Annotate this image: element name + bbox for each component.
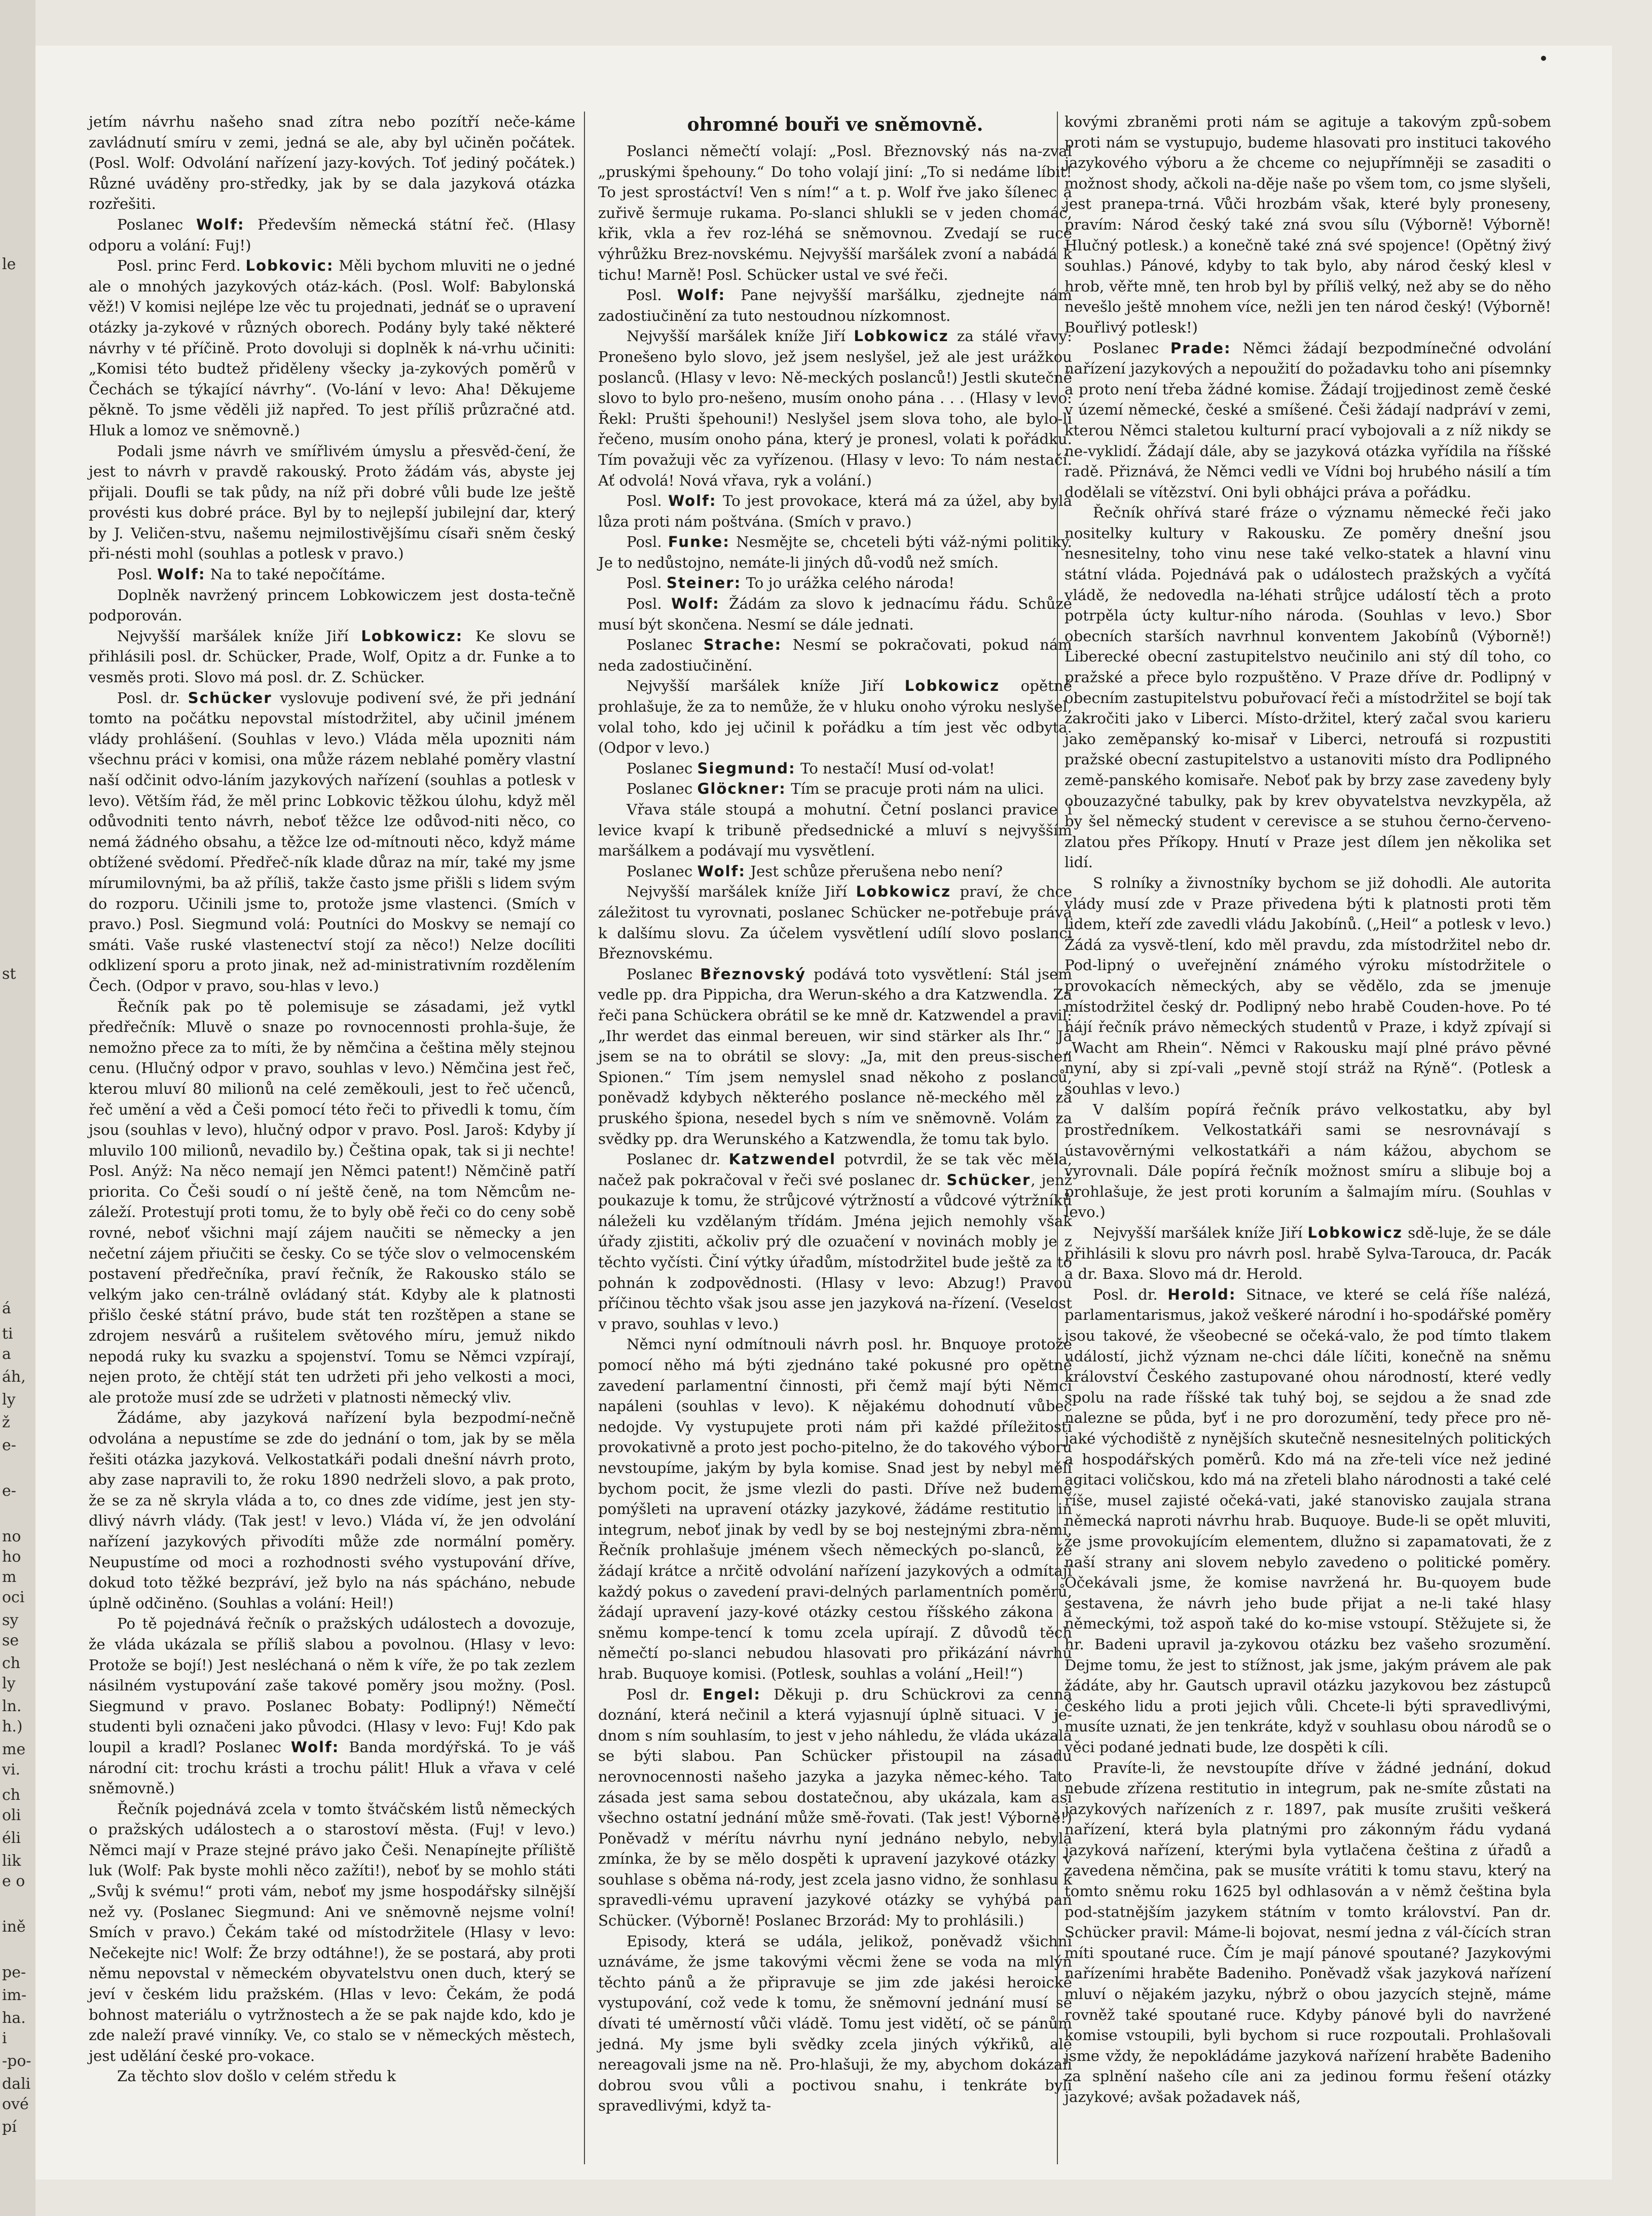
text-run: Posl.	[627, 533, 668, 551]
paragraph	[598, 758, 1072, 779]
paragraph	[1064, 1223, 1551, 1284]
text-run: Banda mordýřská. To je váš národní cit: trochu krásti a trochu pálit! Hluk a vřava v celé sněmovně.)	[89, 1738, 575, 1797]
column-middle	[598, 112, 1072, 2116]
paragraph	[89, 255, 575, 440]
speaker-name: Wolf:	[697, 862, 746, 880]
paragraph	[598, 635, 1072, 676]
speaker-name: Lobkowicz	[904, 677, 1000, 695]
speaker-name: Lobkowicz	[854, 327, 949, 345]
paragraph	[1064, 338, 1551, 503]
paragraph	[598, 676, 1072, 758]
speaker-name: Wolf:	[671, 595, 720, 613]
paragraph	[89, 688, 575, 996]
text-run: Posl.	[627, 595, 672, 613]
adjacent-page-strip	[0, 0, 35, 2216]
speaker-name: Lobkowicz	[856, 883, 951, 901]
margin-fragment: ly	[2, 1391, 16, 1409]
text-run: Nesmí se pokračovati, pokud nám neda zadostiučinění.	[598, 636, 1072, 674]
paragraph: Episody, která se udála, jelikož, poněvadž všichni uznáváme, že jsme takovými věcmi žene se voda na mlýn těchto pánů a že připravuje se jim zde jakési heroické vystupování, což vede k tomu, že sněmovní jednání musí se dívati té uměrností vůči vládě. Tomu jest vidětí, oč se pánům jedná. My jsme byli svědky zcela jiných výkřiků, ale nereagovali jsme na ně. Pro-hlašuji, že my, abychom dokázali dobrou svou vůli a poctivou snahu, i tenkráte byli spravedlivými, když ta-	[598, 1932, 1072, 2115]
speaker-name: Prade:	[1170, 339, 1231, 357]
margin-fragment: le	[2, 255, 16, 273]
paragraph: Řečník pak po tě polemisuje se zásadami, jež vytkl předřečník: Mluvě o snaze po rovnocennosti prohla-šuje, že nemožno přece za to míti, že by němčina a čeština měly stejnou cenu. (Hlučný odpor v pravo, souhlas v levo.) Němčina jest řeč, kterou mluví 80 milionů na celé zeměkouli, jest to řeč učenců, řeč umění a věd a Češi pomocí této řeči to přivedli k tomu, čím jsou (souhlas v levo), hlučný odpor v pravo. Posl. Jaroš: Kdyby jí mluvilo 100 milionů, nevadilo by.) Čeština opak, tak si ji nechte! Posl. Anýž: Na něco nemají jen Němci patent!) Němčině patří priorita. Co Češi soudí o ní ještě čeně, na tom Němcům ne-záleží. Protestují proti tomu, že to byly obě řeči co do ceny sobě rovné, neboť všichni mají zájem naučiti se německy a jen nečetní zájem přiučiti se česky. Co se týče slov o velmocenském postavení předřečníka, praví řečník, že Rakousko stálo se velkým jako cen-trálně ovládaný stát. Kdyby ale k platnosti přišlo české státní právo, bude stát ten rozštěpen a stane se zdrojem nesvárů a rušitelem světového míru, jemuž nikdo nepodá ruky ku svazku a spojenství. Tomu se Němci vzpírají, nejen proto, že chtějí stát ten udržeti při jeho velkosti a moci, ale protože musí zde se udržeti v platnosti německý vliv.	[89, 998, 575, 1406]
text-run: Posl.	[627, 574, 667, 592]
margin-fragment: oli	[2, 1806, 21, 1824]
column-rule	[584, 112, 585, 2164]
paragraph	[89, 1613, 575, 1798]
margin-fragment: im-	[2, 1986, 27, 2004]
speaker-name: Steiner:	[666, 574, 742, 592]
paragraph	[598, 881, 1072, 964]
margin-fragment: e-	[2, 1482, 16, 1500]
speaker-name: Schücker	[188, 689, 272, 707]
text-run: za stálé vřavy: Pronešeno bylo slovo, jež jsem neslyšel, jež ale jest urážkou poslanců. (Hlasy v levo: Ně-meckých poslanců!) Jestli skutečně slovo to bylo pro-nešeno, musím onoho pána . . . (Hlasy v levo: Řekl: Prušti špehouni!) Neslyšel jsem slova toho, ale bylo-li řečeno, musím onoho pána, který je pronesl, volati k pořádku. Tím považuji věc za vyřízenou. (Hlasy v levo: To nám nestačí. Ať odvolá! Nová vřava, ryk a volání.)	[598, 327, 1072, 489]
margin-fragment: ch	[2, 1786, 21, 1804]
margin-fragment: ly	[2, 1675, 16, 1692]
paragraph: Řečník pojednává zcela v tomto štváčském listů německých o pražských událostech a o starostoví města. (Fuj! v levo.) Němci mají v Praze stejné právo jako Češi. Nenapínejte příliště luk (Wolf: Pak byste mohli něco zažíti!), neboť by se mohlo státi „Svůj k svému!“ proti vám, neboť my jsme hospodářsky silnější než vy. (Poslanec Siegmund: Ani ve sněmovně nejsme volní! Smích v pravo.) Čekám také od místodržitele (Hlasy v levo: Nečekejte nic! Wolf: Že brzy odtáhne!), že se postará, aby proti němu nepovstal v německém obyvatelstvu onen duch, který se jeví v českém lidu pražském. (Hlas v levo: Čekám, že podá bohnost materiálu o vytržnostech a že se pak najde kdo, kdo je zde naleží pravé vinníky. Ve, co stalo se v německých městech, jest udělání české pro-vokace.	[89, 1800, 575, 2064]
text-run: Poslanec	[627, 636, 704, 654]
speaker-name: Schücker	[946, 1171, 1031, 1189]
text-run: opětně prohlašuje, že za to nemůže, že v hluku onoho výroku neslyšel, volal toho, kdo jej učinil k pořádku a tím jest věc odbyta. (Odpor v levo.)	[598, 677, 1072, 757]
paragraph	[598, 1684, 1072, 1931]
margin-fragment: e-	[2, 1436, 16, 1454]
margin-fragment: áh,	[2, 1368, 26, 1386]
speaker-name: Wolf:	[677, 286, 726, 304]
margin-fragment: e o	[2, 1872, 25, 1890]
text-run: Poslanec	[1093, 339, 1170, 357]
text-run: Posl dr.	[627, 1685, 703, 1703]
text-run: Žádám za slovo k jednacímu řádu. Schůze musí být skončena. Nesmí se dále jednati.	[598, 595, 1072, 633]
text-run: Poslanec	[627, 780, 697, 798]
margin-fragment: á	[2, 1300, 11, 1317]
section-heading: ohromné bouři ve sněmovně.	[687, 114, 983, 135]
margin-fragment: m	[2, 1568, 17, 1586]
text-run: Jest schůze přerušena nebo není?	[746, 862, 1003, 880]
text-run: To nestačí! Musí od-volat!	[795, 759, 995, 777]
text-run: sdě-luje, že se dále přihlásili k slovu pro návrh posl. hrabě Sylva-Tarouca, dr. Pacák a dr. Baxa. Slovo má dr. Herold.	[1064, 1224, 1551, 1283]
paragraph: V dalším popírá řečník právo velkostatku, aby byl prostředníkem. Velkostatkáři sami se nesrovnávají s ústavověrnými velkostatkáři a nám kážou, abychom se vyrovnali. Dále popírá řečník možnost smíru a slibuje boj a prohlašuje, že jest proti koruním a šalmajím míru. (Souhlas v levo.)	[1064, 1100, 1551, 1221]
text-run: praví, že chce záležitost tu vyrovnati, poslanec Schücker ne-potřebuje práva k dalšímu slovu. Za účelem vysvětlení udílí slovo poslanci Březnovskému.	[598, 883, 1072, 963]
paragraph: jetím návrhu našeho snad zítra nebo pozítří neče-káme zavládnutí smíru v zemi, jedná se ale, aby byl učiněn počátek. (Posl. Wolf: Odvolání nařízení jazy-kových. Toť jediný počátek.) Různé uváděny pro-středky, jak by se dala jazyková otázka rozřešiti.	[89, 113, 575, 213]
margin-fragment: ln.	[2, 1697, 22, 1715]
paragraph: Podali jsme návrh ve smířlivém úmyslu a přesvěd-čení, že jest to návrh v pravdě rakouský. Proto žádám vás, abyste jej přijali. Doufli se tak půdy, na níž při dobré vůli bude lze ještě provésti kus dobré práce. Byl by to nejlepší jubilejní dar, který by J. Veličen-stvu, našemu nejmilostivějšímu císaři sněm český při-nésti mohl (souhlas a potlesk v pravo.)	[89, 442, 575, 563]
speaker-name: Herold:	[1167, 1285, 1236, 1303]
margin-fragment: me	[2, 1741, 26, 1758]
newspaper-page	[35, 46, 1612, 2180]
text-run: Posl. princ Ferd.	[117, 257, 246, 275]
text-run: Měli bychom mluviti ne o jedné ale o mnohých jazykových otáz-kách. (Posl. Wolf: Babylonská věž!) V komisi nejlépe lze věc tu projednati, jednáť se o upravení otázky ja-zykové v různých oborech. Podány byly také některé návrhy v té příčině. Proto dovoluji si doplněk k ná-vrhu učiniti: „Komisi této budtež přiděleny všecky ja-zykových poměrů v Čechách se týkající návrhy“. (Vo-lání v levo: Aha! Děkujeme pěkně. To jsme věděli již napřed. To jest příliš průzračné atd. Hluk a lomoz ve sněmovně.)	[89, 257, 575, 439]
paragraph: S rolníky a živnostníky bychom se již dohodli. Ale autorita vlády musí zde v Praze přivedena býti k platnosti proti těm lidem, kteří zde zavedli vládu Jakobínů. („Heil“ a potlesk v levo.) Žádá za vysvě-tlení, kdo měl pravdu, zda místodržitel nebo dr. Pod-lipný o uveřejnění známého výroku místodržitele o provokacích německých, aby se vědělo, zda se jmenuje místodržitel český dr. Podlipný nebo hrabě Couden-hove. Po té hájí řečník právo německých studentů v Praze, i když zpívají si „Wacht am Rhein“. Němci v Rakousku mají plné právo pěvné nyní, aby si zpí-vali „pevně stojí stráž na Rýně“. (Potlesk a souhlas v levo.)	[1064, 874, 1551, 1097]
text-run: Posl.	[117, 566, 157, 583]
paragraph	[1064, 1284, 1551, 1758]
speaker-name: Lobkovic:	[245, 257, 334, 275]
text-run: Poslanec	[627, 965, 701, 983]
paragraph	[598, 861, 1072, 882]
paragraph: kovými zbraněmi proti nám se agituje a takovým způ-sobem proti nám se vystupujo, budeme hlasovati pro instituci takového jazykového výboru a že chceme co nejupřímněji se zasaditi o možnost shody, ačkoli na-děje naše po všem tom, co jsme slyšeli, jest pranepa-trná. Vůči hrozbám však, které byly proneseny, pravím: Národ český také zná svou sílu (Výborně! Výborně! Hlučný potlesk.) a konečně také zná své spojence! (Opětný živý souhlas.) Pánové, kdyby to tak bylo, aby národ český klesl v hrob, věřte mně, ten hrob byl by příliš velký, než aby se do něho nevešlo ještě mnohem více, nežli jen ten národ český! (Výborně! Bouřlivý potlesk!)	[1064, 113, 1551, 336]
speaker-name: Wolf:	[196, 215, 245, 233]
margin-fragment: a	[2, 1345, 11, 1363]
paragraph	[598, 779, 1072, 799]
text-run: Poslanec	[117, 215, 196, 233]
margin-fragment: pe-	[2, 1964, 26, 1981]
paragraph: Pravíte-li, že nevstoupíte dříve v žádné jednání, dokud nebude zřízena restitutio in integrum, pak ne-smíte zůstati na jazykových nařízeních z r. 1897, pak musíte zrušiti veškerá nařízení, která byla platnými pro zákonným řádu vydaná jazyková nařízení, kterými byla vytlačena čeština z úřadů a zavedena němčina, pak se musíte vrátiti k tomu stavu, který na tomto sněmu roku 1625 byl odhlasován a v němž čeština byla pod-statnějším jazykem státním v tomto království. Pan dr. Schücker pravil: Máme-li bojovat, nesmí jedna z vál-čících stran míti spoutané ruce. Čím je mají pánové spoutané? Jazykovými nařízeními hraběte Badeniho. Poněvadž však jazyková nařízení mluví o nějakém jazyku, nýbrž o obou jazycích stejně, máme rovněž také spoutané ruce. Kdyby pánové byli do navržené komise vstoupili, byli bychom si ruce rozpoutali. Prohlašovali jsme vždy, že nepokládáme jazyková nařízení hraběte Badeniho za splnění našeho cíle ani za jedinou formu řešení otázky jazykové; avšak požadavek náš,	[1064, 1759, 1551, 2106]
paragraph: Za těchto slov došlo v celém středu k	[117, 2067, 396, 2085]
paragraph	[89, 626, 575, 688]
text-run: To jest provokace, která má za úžel, aby byla lůza proti nám poštvána. (Smích v pravo.)	[598, 492, 1072, 530]
text-run: Poslanec dr.	[627, 1151, 729, 1168]
margin-fragment: lik	[2, 1852, 21, 1870]
text-run: Posl. dr.	[117, 689, 188, 707]
margin-fragment: dali	[2, 2075, 31, 2093]
text-run: Poslanec	[627, 759, 697, 777]
margin-fragment: ti	[2, 1325, 13, 1343]
paragraph	[598, 532, 1072, 573]
text-run: Němci žádají bezpodmínečné odvolání nařízení jazykových a nepoužití do požadavku toho ani písemnky a proto není třeba žádné komise. Žádají trojjedinost země české v území německé, české a smíšené. Češi žádají nadpráví v zemi, kterou Němci staletou kulturní prací vybojovali a z níž nikdy se ne-vyklidí. Žádají dále, aby se jazyková otázka vyřídila na říšské radě. Přiznává, že Němci vedli ve Vídni boj hrubého násilí a tím dodělali se vítězství. Oni byli obhájci práva a pořádku.	[1064, 339, 1551, 501]
text-run: Posl. dr.	[1093, 1285, 1168, 1303]
text-run: To jo urážka celého národa!	[741, 574, 955, 592]
margin-fragment: ž	[2, 1414, 10, 1431]
text-run: Posl.	[627, 286, 677, 304]
speaker-name: Wolf:	[290, 1738, 340, 1756]
speaker-name: Wolf:	[157, 566, 206, 583]
paragraph	[598, 285, 1072, 326]
paragraph	[598, 1149, 1072, 1334]
text-run: Nejvyšší maršálek kníže Jiří	[1093, 1224, 1308, 1242]
margin-fragment: st	[2, 965, 16, 983]
column-right	[1064, 112, 1551, 2108]
speaker-name: Strache:	[703, 636, 782, 654]
ink-dot	[1541, 56, 1546, 61]
margin-fragment: ině	[2, 1918, 26, 1936]
column-left	[89, 112, 575, 2087]
paragraph	[89, 564, 575, 585]
text-run: Nejvyšší maršálek kníže Jiří	[627, 883, 856, 901]
text-run: Nesmějte se, chceteli býti váž-nými politiky. Je to nedůstojno, nemáte-li jiných dů-vodů než smích.	[598, 533, 1072, 571]
text-run: Nejvyšší maršálek kníže Jiří	[117, 627, 361, 645]
text-run: Tím se pracuje proti nám na ulici.	[786, 780, 1044, 798]
margin-fragment: se	[2, 1632, 19, 1649]
margin-fragment: h.)	[2, 1718, 23, 1735]
margin-fragment: oci	[2, 1589, 25, 1606]
text-run: Ke slovu se přihlásili posl. dr. Schücker, Prade, Wolf, Opitz a dr. Funke a to vesměs proti. Slovo má posl. dr. Z. Schücker.	[89, 627, 575, 686]
paragraph: Doplněk navržený princem Lobkowiczem jest dosta-tečně podporován.	[89, 586, 575, 624]
speaker-name: Březnovský	[700, 965, 806, 983]
text-run: Děkuji p. dru Schückrovi za cenná doznání, která nečinil a která vyjasnují úplně situaci. V je-dnom s ním souhlasím, to jest v jeho náhledu, že vláda ukázala se býti slabou. Pan Schücker přistoupil na zásadu nerovnocennosti našeho jazyka a jazyka němec-kého. Tato zásada jest sama sebou dostatečnou, aby ukázala, kam asi všechno ostatní jednání může smě-řovati. (Tak jest! Výborně!) Poněvadž v mérítu návrhu nyní jednáno nebylo, nebyla zmínka, že by se mělo dospěti k upravení jazykové otázky v souhlase s oběma ná-rody, jest zcela jasno vidno, že sonhlasu k spravedli-vému upravení jazykové otázky se vyhýbá pan Schücker. (Výborně! Poslanec Brzorád: My to prohlásili.)	[598, 1685, 1073, 1930]
speaker-name: Engel:	[702, 1685, 761, 1703]
paragraph	[598, 326, 1072, 491]
text-run: Pane nejvyšší maršálku, zjednejte nám zadostiučinění za tuto nestoudnou nízkomnost.	[598, 286, 1072, 324]
text-run: Sitnace, ve které se celá říše nalézá, parlamentarismus, jakož veškeré národní i ho-spodářské poměry jsou takové, že všeobecné se očeká-valo, že pod tímto tlakem událostí, jichž význam ne-chci dále líčiti, konečně na sněmu království Českého zastupované ohou národností, které vedly spolu na rade říšské tak tuhý boj, se sejdou a že snad zde nalezne se půda, byť i ne pro dorozumění, tedy přece pro ně-jaké východiště z nynějších skutečně nesnesitelných politických a hospodářských poměrů. Kdo má na zře-teli více než jediné agitaci voličskou, kdo má na zřeteli blaho národnosti a také celé říše, musel zajisté očeká-vati, jaké stanovisko zaujala strana německá naproti návrhu hrab. Buquoye. Bude-li se opět mluviti, že jsme provokujícím elementem, dlužno si zapamatovati, že z naší strany ani slovem nebylo zavedeno o politické poměry. Očekávali jsme, že komise navržená hr. Bu-quoyem bude sestavena, že návrh jeho bude přijat a ne-li také hlasy německými, tož aspoň také do ko-mise vstoupí. Stěžujete si, že hr. Badeni upravil ja-zykovou otázku bez vašeho srozumění. Dejme tomu, že jest to stížnost, jak jsme, jakým právem ale pak žádáte, aby hr. Gautsch upravil otázku jazykovou bez zástupců českého lidu a proti jejich vůli. Chcete-li býti spravedlivými, musíte uznati, že jen tenkráte, když v souhlasu obou národů se o věci podané jednati bude, lze dospěti k cíli.	[1064, 1285, 1551, 1756]
speaker-name: Glöckner:	[697, 780, 786, 798]
paragraph	[89, 214, 575, 255]
paragraph	[598, 491, 1072, 532]
text-run: , jenž poukazuje k tomu, že strůjcové výtržností a vůdcové výtržníků náleželi ku vzdělaným třídám. Jména jejich nemohly však úřady zjistiti, ačkoliv prý dle ozuačení v novinách mobly je z těchto vyčísti. Činí výtky úřadům, místodržitel bude ještě za to pohnán k zodpovědnosti. (Hlasy v levo: Abzug!) Pravou příčinou těchto však jsou asse jen jazyková na-řízení. (Veselost v pravo, souhlas v levo.)	[598, 1171, 1072, 1333]
speaker-name: Funke:	[668, 533, 730, 551]
speaker-name: Katzwendel	[728, 1151, 836, 1168]
text-run: Nejvyšší maršálek kníže Jiří	[627, 327, 854, 345]
margin-fragment: ha.	[2, 2009, 26, 2027]
text-run: podává toto vysvětlení: Stál jsem vedle pp. dra Pippicha, dra Werun-ského a dra Katzwendla. Za řeči pana Schückera obrátil se ke mně dr. Katzwendel a pravil: „Ihr werdet das einmal bereuen, wir sind stärker als Ihr.“ Já jsem se na to obrátil se slovy: „Ja, mit den preus-sischen Spionen.“ Tím jsem nemyslel snad někoho z poslanců, poněvadž kdybych některého poslance ně-meckého měl za pruského špiona, nesedel bych s ním ve sněmovně. Volám za svědky pp. dra Werunského a Katzwendla, že tomu tak bylo.	[598, 965, 1072, 1148]
text-run: Na to také nepočítáme.	[205, 566, 386, 583]
margin-fragment: ho	[2, 1548, 21, 1566]
text-run: Poslanec	[627, 862, 697, 880]
speaker-name: Lobkowicz:	[361, 627, 463, 645]
margin-fragment: no	[2, 1528, 21, 1545]
speaker-name: Lobkowicz	[1307, 1224, 1403, 1242]
paragraph: Poslanci němečtí volají: „Posl. Březnovský nás na-zval „pruskými špehouny.“ Do toho volají jiní: „To si nedáme líbit! To jest sprostáctví! Ven s ním!“ a t. p. Wolf řve jako šílenec a zuřivě šermuje rukama. Po-slanci shlukli se v jeden chomáč, křik, vkla a řev roz-léhá se sněmovnou. Zvedají se ruce výhrůžku Brez-novskému. Nejvyšší maršálek zvoní a nabádá k tichu! Marně! Posl. Schücker ustal ve své řeči.	[598, 142, 1072, 283]
paragraph: Žádáme, aby jazyková nařízení byla bezpodmí-nečně odvolána a nepustíme se zde do jednání o tom, jak by se měla řešiti otázka jazyková. Velkostatkáři podali dnešní návrh proto, aby zase napravili to, že roku 1890 nedrželi slovo, a pak proto, že se za ně skryla vláda a to, co dnes zde vidíme, jest jen sty-dlivý návrh vlády. (Tak jest! v levo.) Vláda ví, že jen odvolání nařízení jazykových přivodíti může zde normální poměry. Neupustíme od moci a rozhodnosti svého vystupování dříve, dokud toto těžké bezpráví, jež bylo na nás spácháno, nebude úplně odčiněno. (Souhlas a volání: Heil!)	[89, 1409, 575, 1612]
text-run: Především německá státní řeč. (Hlasy odporu a volání: Fuj!)	[89, 215, 575, 254]
margin-fragment: sy	[2, 1611, 19, 1629]
paragraph	[598, 594, 1072, 635]
text-run: Posl.	[627, 492, 668, 510]
margin-fragment: vi.	[2, 1761, 21, 1779]
text-run: potvrdil, že se tak věc měla, načež pak pokračoval v řeči své poslanec dr.	[598, 1151, 1072, 1189]
paragraph	[598, 964, 1072, 1149]
text-run: Nejvyšší maršálek kníže Jiří	[627, 677, 905, 695]
margin-fragment: -po-	[2, 2052, 31, 2070]
paragraph: Vřava stále stoupá a mohutní. Četní poslanci pravice i levice kvapí k tribuně předsednické a mluví s nejvyšším maršálkem a podávají mu vysvětlení.	[598, 801, 1072, 860]
text-run: vyslovuje podivení své, že při jednání tomto na počátku nepovstal místodržitel, aby učinil jménem vlády prohlášení. (Souhlas v levo.) Vláda měla upozniti nám všechnu práci v komisi, ona může rázem neblahé poměry vlastní naší odčinit odvo-láním jazykových nařízení (souhlas a potlesk v levo). Větším řád, že měl princ Lobkovic těžkou úlohu, když měl odůvodniti tento návrh, neboť těžce lze odůvod-niti něco, co nemá žádného obsahu, a těžce lze od-mítnouti něco, když máme obtížené svědomí. Předřeč-ník klade důraz na mír, také my jsme mírumilovnými, ba až příliš, takže často jsme přišli s lidem svým do rozporu. Učinili jsme to, protože jsme vlastenci. (Smích v pravo.) Posl. Siegmund volá: Poutníci do Moskvy se nemají co smáti. Vaše ruské vlastenectví stojí za něco!) Nelze docíliti odklizení sporu a proto jinak, než ad-ministrativním rozdělením Čech. (Odpor v pravo, sou-hlas v levo.)	[89, 689, 575, 994]
margin-fragment: i	[2, 2029, 7, 2047]
paragraph: Řečník ohřívá staré fráze o významu německé řeči jako nositelky kultury v Rakousku. Ze poměry dnešní jsou nesnesitelny, toho vinu nese také velko-statek a hlavní vinu státní vláda. Pojednává pak o událostech pražských a vyčítá vládě, že nedovedla na-léhati strůjce událostí těch a proto potrpěla úcty kultur-ního národa. (Souhlas v levo.) Sbor obecních starších navrhnul konventem Jakobínů (Výborně!) Liberecké obecní zastupitelstvo neučinilo ani stý díl toho, co pražské a přece bylo rozpuštěno. V Praze dříve dr. Podlipný v obecním zastupitelstvu pobuřovací řeči a místodržitel se bojí tak zakročiti jako v Liberci. Místo-držitel, který začal svou karieru jako zeměpanský ko-misař v Liberci, netroufá si rozpustiti pražské obecní zastupitelstvo a ustanoviti místo dra Podlipného země-panského komisaře. Neboť pak by brzy zase zavedeny byly obouzazyčné tabulky, pak by krev obyvatelstva nevzkypěla, až by šel německý student v cerevisce a se stuhou černo-červeno-zlatou přes Příkopy. Hnutí v Praze jest dílem jen několika set lidí.	[1064, 504, 1551, 871]
margin-fragment: ové	[2, 2095, 29, 2113]
paragraph: Němci nyní odmítnouli návrh posl. hr. Bnquoye protože pomocí něho má býti zjednáno také pokusné pro opětné zavedení parlamentní činnosti, při čemž mají býti Němci napáleni (souhlas v levo). K nějakému dohodnutí vůbec nedojde. Vy vystupujete proti nám při každé příležitosti provokativně a proto jest pocho-pitelno, že do takového výboru nevstoupíme, jakým by byla komise. Snad jest by nebyl měli bychom pocit, že jsme vlezli do pasti. Dříve než budeme pomýšleti na upravení otázky jazykové, žádáme restitutio in integrum, neboť jinak by vedl by se boj nestejnými zbra-němi. Řečník prohlašuje jménem všech německých po-slanců, že žádají krátce a nrčitě odvolání nařízení jazykových a odmítají každý pokus o zavedení pravi-delných parlamentních poměrů, žádají upravení jazy-kové otázky cestou říšského zákona a sněmu kompe-tencí k tomu zcela upírají. Z důvodů těch němečtí po-slanci nebudou hlasovati pro přikázání návrhu hrab. Buquoye komisi. (Potlesk, souhlas a volání „Heil!“)	[598, 1336, 1072, 1682]
paragraph	[598, 573, 1072, 594]
text-run: Po tě pojednává řečník o pražských událostech a dovozuje, že vláda ukázala se příliš slabou a povolnou. (Hlasy v levo: Protože se bojí!) Jest nesléchaná o něm k víře, že po tak zezlem násilném vystupování zaše takové poměry jsou možny. (Posl. Siegmund v pravo. Poslanec Bobaty: Podlipný!) Němečtí studenti byli označeni jako původci. (Hlasy v levo: Fuj! Kdo pak loupil a kradl? Poslanec	[89, 1615, 575, 1756]
speaker-name: Siegmund:	[697, 759, 796, 777]
margin-fragment: pí	[2, 2118, 17, 2136]
speaker-name: Wolf:	[668, 492, 717, 510]
margin-fragment: ch	[2, 1654, 21, 1672]
margin-fragment: éli	[2, 1829, 21, 1847]
